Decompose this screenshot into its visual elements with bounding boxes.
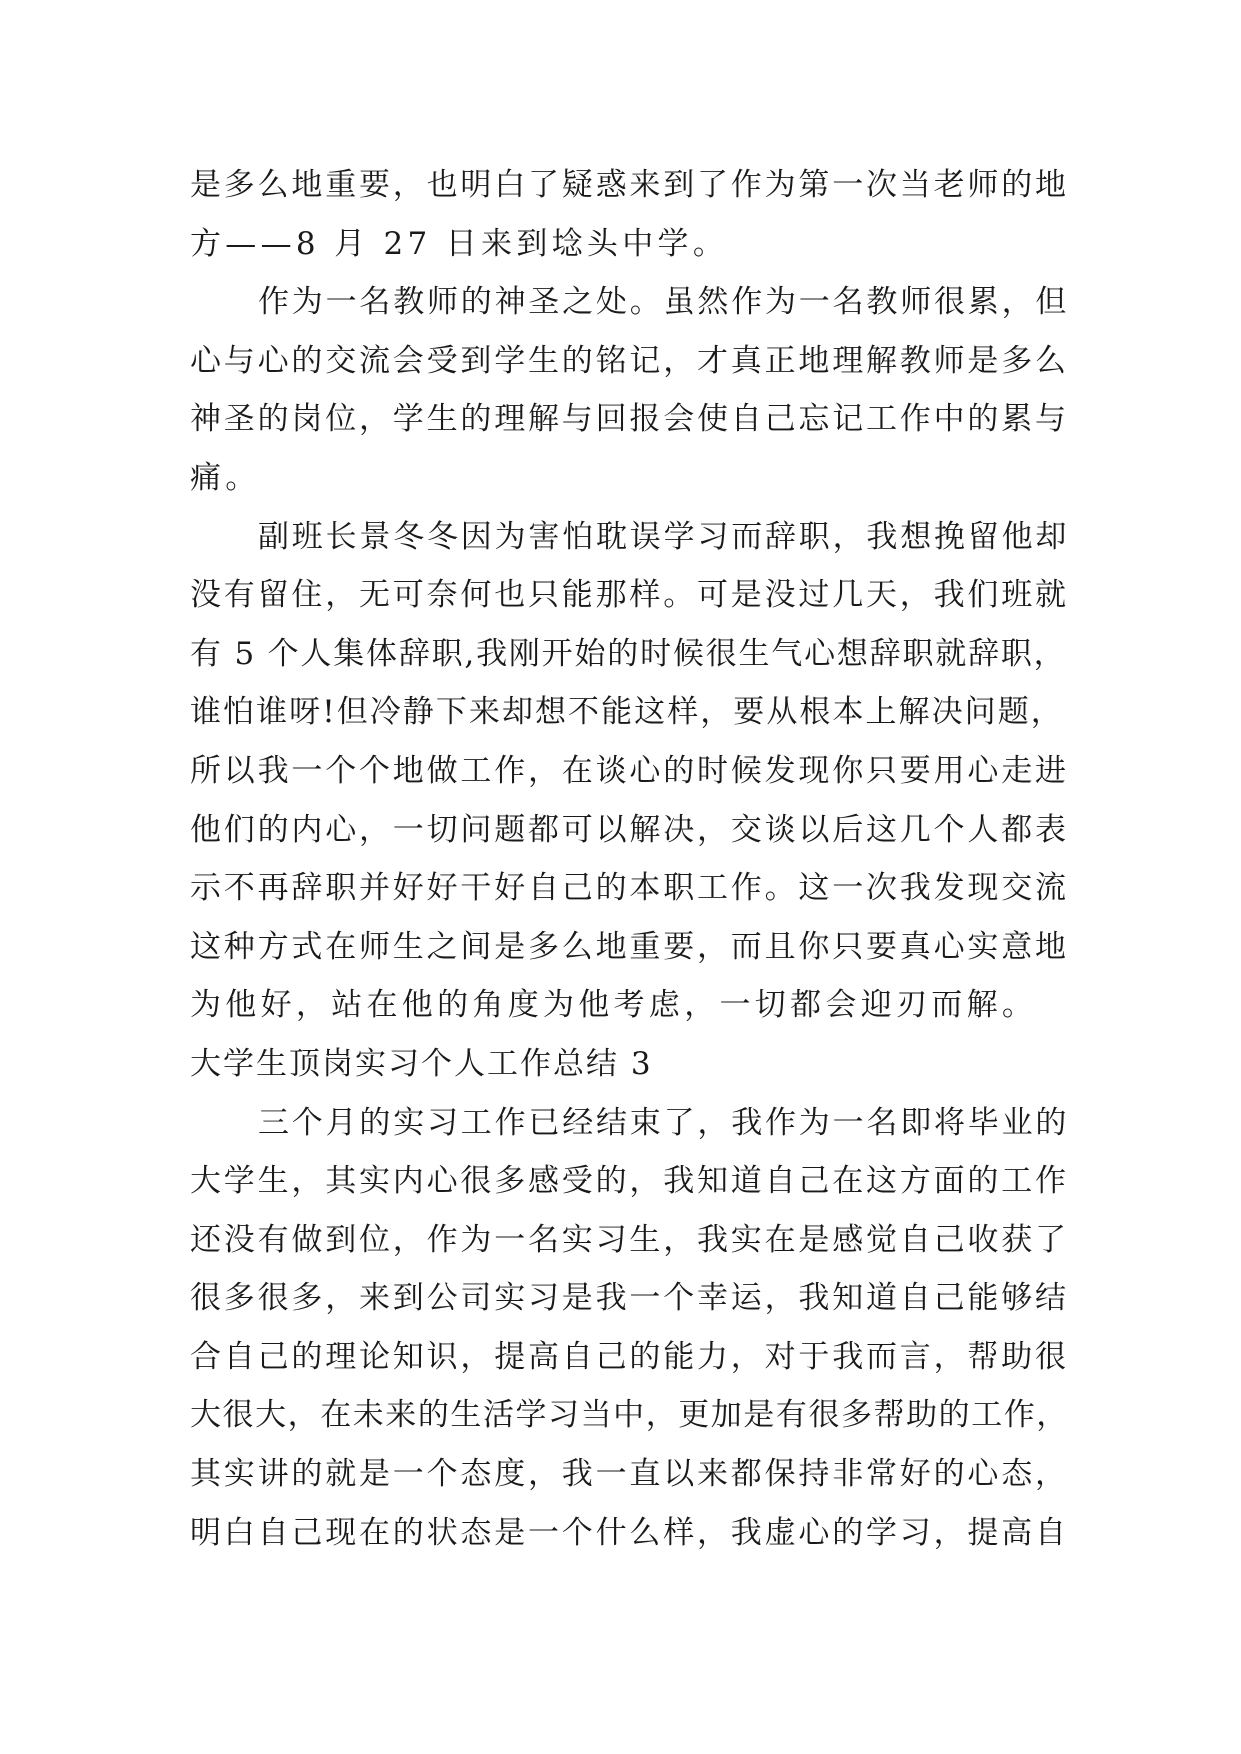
- text-line: 大学生，其实内心很多感受的，我知道自己在这方面的工作: [190, 1163, 1069, 1200]
- text-line: 很多很多，来到公司实习是我一个幸运，我知道自己能够结: [190, 1280, 1069, 1317]
- text-line: 是多么地重要，也明白了疑惑来到了作为第一次当老师的地: [190, 167, 1069, 203]
- text-line: 谁怕谁呀!但冷静下来却想不能这样，要从根本上解决问题，: [190, 694, 1064, 731]
- text-line: 有 5 个人集体辞职,我刚开始的时候很生气心想辞职就辞职，: [190, 635, 1067, 672]
- text-line: 他们的内心，一切问题都可以解决，交谈以后这几个人都表: [190, 811, 1069, 848]
- text-line: 三个月的实习工作已经结束了，我作为一名即将毕业的: [258, 1104, 1070, 1141]
- text-line: 作为一名教师的神圣之处。虽然作为一名教师很累，但: [258, 284, 1070, 321]
- text-line: 所以我一个个地做工作，在谈心的时候发现你只要用心走进: [190, 752, 1069, 789]
- text-line: 方——8 月 27 日来到埝头中学。: [190, 225, 729, 262]
- text-line: 其实讲的就是一个态度，我一直以来都保持非常好的心态，: [190, 1456, 1069, 1493]
- text-line: 大很大，在未来的生活学习当中，更加是有很多帮助的工作，: [190, 1397, 1069, 1434]
- text-line: 心与心的交流会受到学生的铭记，才真正地理解教师是多么: [190, 342, 1069, 379]
- section-heading: 大学生顶岗实习个人工作总结 3: [190, 1045, 653, 1082]
- document-body: [190, 156, 1070, 1562]
- text-line: 明白自己现在的状态是一个什么样，我虚心的学习，提高自: [190, 1514, 1069, 1551]
- text-line: 神圣的岗位，学生的理解与回报会使自己忘记工作中的累与: [190, 401, 1069, 438]
- text-line: 没有留住，无可奈何也只能那样。可是没过几天，我们班就: [190, 577, 1069, 614]
- text-line: 这种方式在师生之间是多么地重要，而且你只要真心实意地: [190, 928, 1069, 965]
- text-line: 合自己的理论知识，提高自己的能力，对于我而言，帮助很: [190, 1338, 1069, 1375]
- text-line: 还没有做到位，作为一名实习生，我实在是感觉自己收获了: [190, 1221, 1069, 1258]
- text-line: 痛。: [190, 459, 261, 496]
- text-line: 示不再辞职并好好干好自己的本职工作。这一次我发现交流: [190, 870, 1069, 907]
- text-line: 为他好，站在他的角度为他考虑，一切都会迎刃而解。: [190, 987, 1038, 1024]
- text-line: 副班长景冬冬因为害怕耽误学习而辞职，我想挽留他却: [258, 518, 1070, 555]
